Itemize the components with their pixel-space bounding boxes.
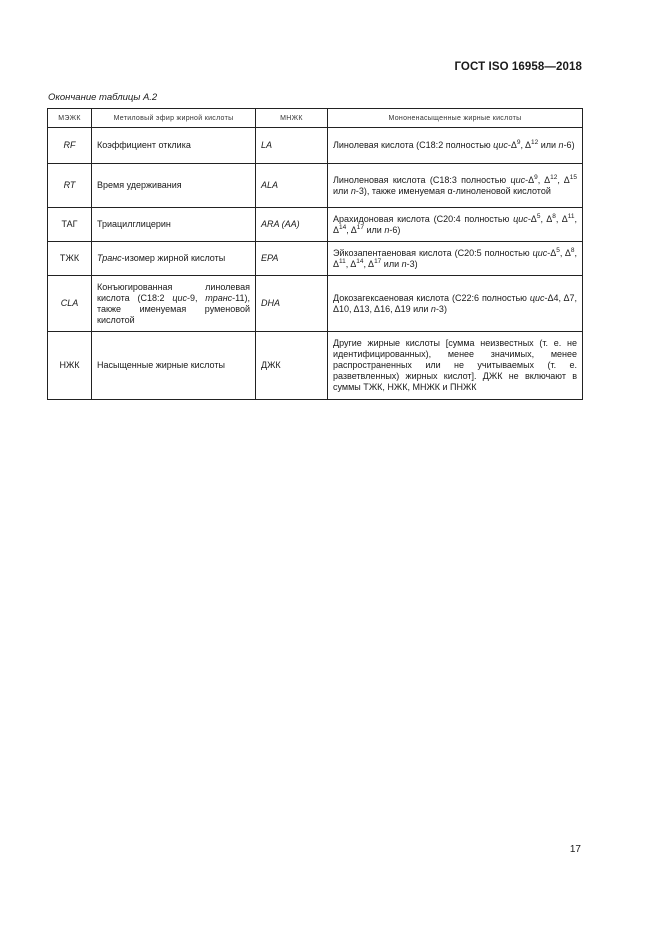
table-row [48,332,583,400]
column-header-methyl-ester: Метиловый эфир жирной кислоты [92,109,256,128]
row-abbr: ТЖК [48,242,92,276]
column-header-monounsaturated: Мононенасыщенные жирные кислоты [328,109,583,128]
table-row [48,208,583,242]
table-row [48,276,583,332]
page-number: 17 [569,844,581,855]
row-abbr2: EPA [256,242,328,276]
table-row [48,242,583,276]
table-header-row [48,109,583,128]
row-description: Арахидоновая кислота (С20:4 полностью цис-$\Delta^5$, $\Delta^8$, $\Delta^{11}$, $\Delta^{14}$, $\Delta^{17}$ или n-6) [328,208,583,242]
row-abbr2: ДЖК [256,332,328,400]
row-description: Докозагексаеновая кислота (С22:6 полностью цис-Δ4, Δ7, Δ10, Δ13, Δ16, Δ19 или n-3) [328,276,583,332]
table-row [48,128,583,164]
row-description: Эйкозапентаеновая кислота (С20:5 полностью цис-$\Delta^5$, $\Delta^8$, $\Delta^{11}$, $\Delta^{14}$, $\Delta^{17}$ или n-3) [328,242,583,276]
row-abbr: CLA [48,276,92,332]
fatty-acid-table [47,108,583,400]
standard-header: ГОСТ ISO 16958—2018 [454,61,582,73]
table-row [48,164,583,208]
row-abbr: RT [48,164,92,208]
row-abbr: RF [48,128,92,164]
row-abbr2: DHA [256,276,328,332]
column-header-mnzhk: МНЖК [256,109,328,128]
row-abbr2: ALA [256,164,328,208]
table-caption: Окончание таблицы А.2 [48,92,158,103]
row-description: Линоленовая кислота (С18:3 полностью цис-$\Delta^9$, $\Delta^{12}$, $\Delta^{15}$ или n-3), также именуемая α-линоленовой кислотой [328,164,583,208]
row-name: Конъюгированная линолевая кислота (С18:2 цис-9, транс-11), также именуемая руменовой кислотой [92,276,256,332]
row-name: Транс-изомер жирной кислоты [92,242,256,276]
row-name: Коэффициент отклика [92,128,256,164]
row-name: Насыщенные жирные кислоты [92,332,256,400]
row-description: Линолевая кислота (С18:2 полностью цис-$\Delta^9$, $\Delta^{12}$ или n-6) [328,128,583,164]
row-abbr2: LA [256,128,328,164]
row-abbr2: ARA (AA) [256,208,328,242]
row-abbr: ТАГ [48,208,92,242]
row-name: Триацилглицерин [92,208,256,242]
column-header-mezhk: МЭЖК [48,109,92,128]
row-name: Время удерживания [92,164,256,208]
row-description: Другие жирные кислоты [сумма неизвестных (т. е. не идентифицированных), менее значимых, менее распространенных или не учитываемых (т. е. разветвленных) жирных кислот]. ДЖК не включают в суммы ТЖК, НЖК, МНЖК и ПНЖК [328,332,583,400]
row-abbr: НЖК [48,332,92,400]
